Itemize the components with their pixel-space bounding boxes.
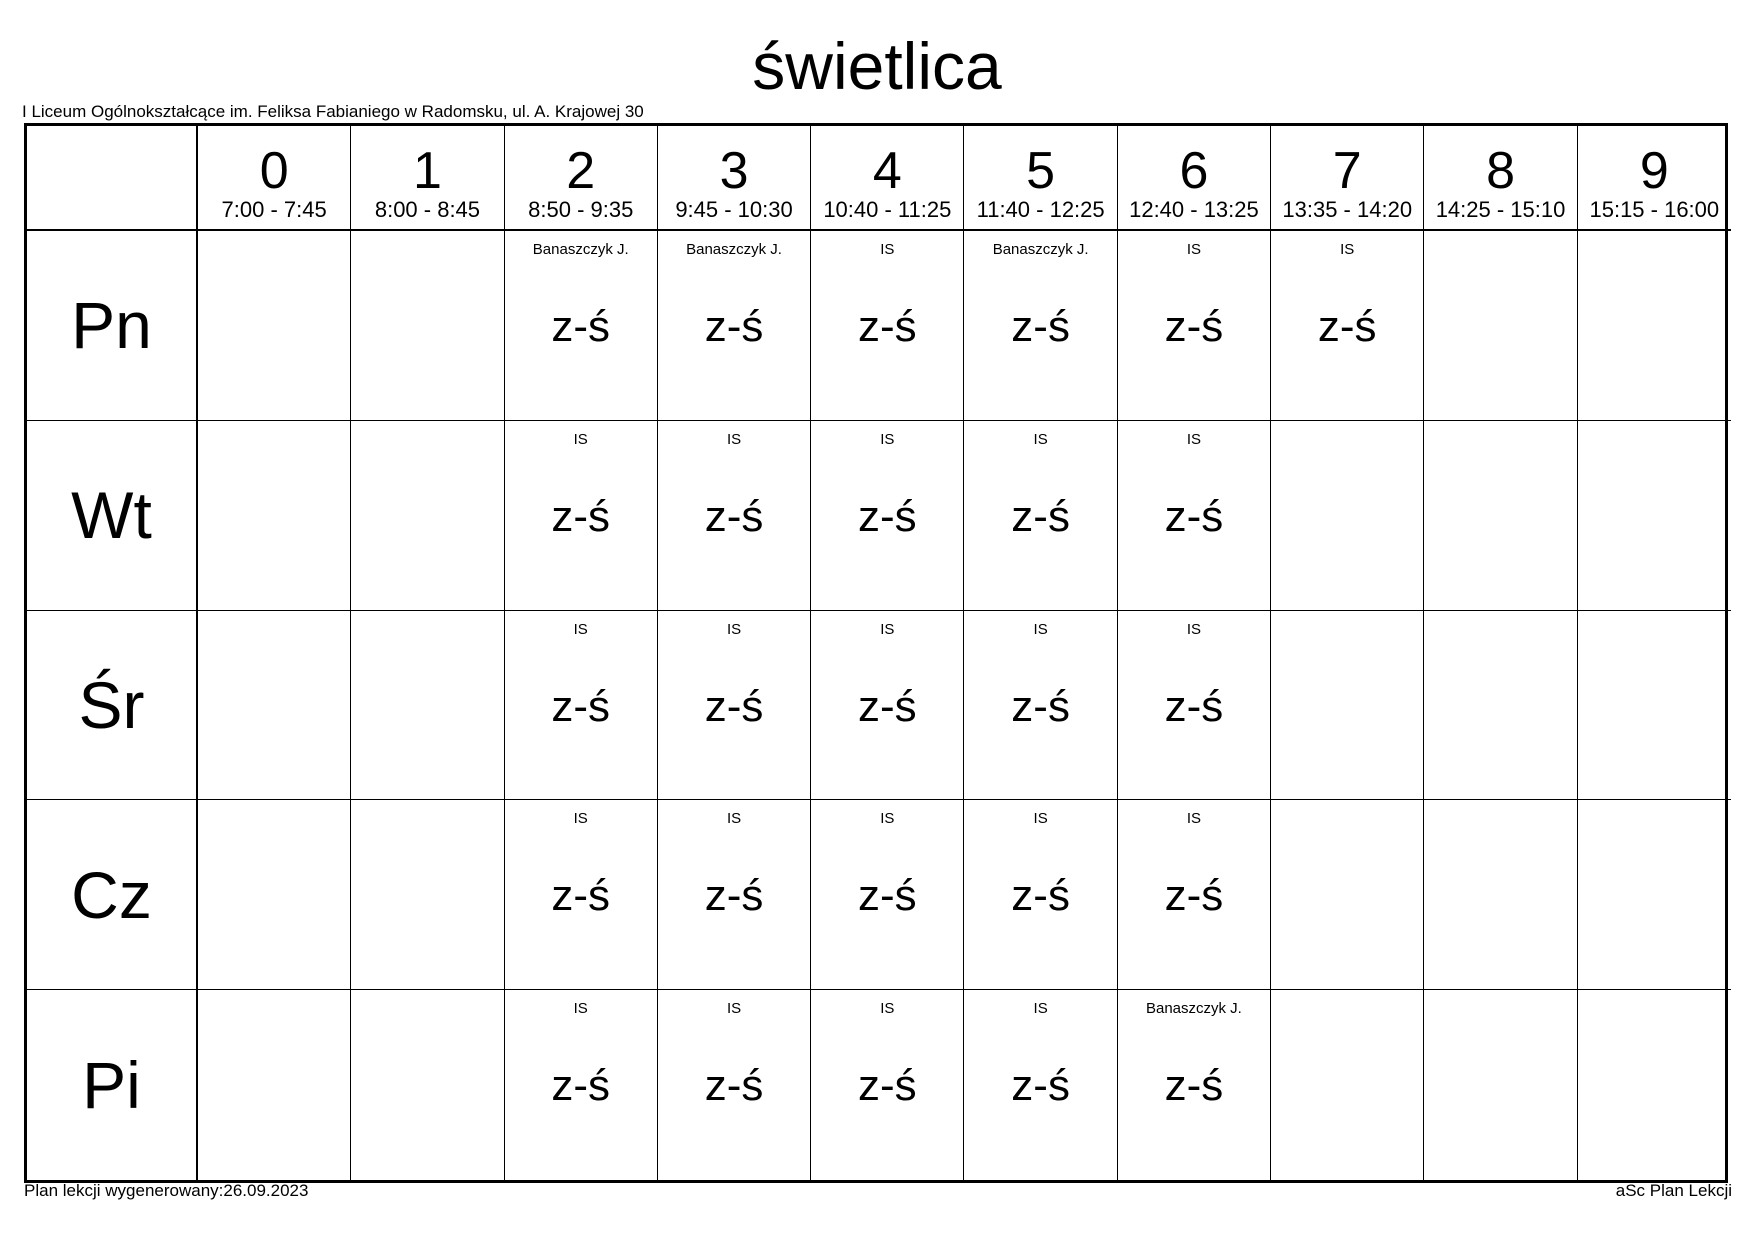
subject-label: z-ś bbox=[704, 302, 764, 351]
day-cell-pi bbox=[27, 990, 198, 1180]
period-number: 3 bbox=[719, 142, 749, 200]
lesson-cell bbox=[658, 231, 811, 421]
empty-cell bbox=[198, 611, 351, 801]
timetable-grid bbox=[24, 123, 1728, 1183]
lesson-cell bbox=[811, 231, 964, 421]
period-header-8 bbox=[1424, 126, 1577, 231]
lesson-cell bbox=[658, 990, 811, 1180]
subject-label: z-ś bbox=[858, 681, 917, 731]
empty-cell bbox=[198, 990, 351, 1180]
subject-label: z-ś bbox=[1164, 491, 1224, 541]
teacher-label: Banaszczyk J. bbox=[532, 241, 629, 258]
period-header-0 bbox=[198, 126, 351, 231]
period-time: 7:00 - 7:45 bbox=[221, 197, 327, 222]
lesson-cell bbox=[658, 611, 811, 801]
subject-label: z-ś bbox=[704, 491, 764, 541]
period-number: 5 bbox=[1026, 142, 1056, 200]
empty-cell bbox=[351, 421, 504, 611]
lesson-cell bbox=[505, 611, 658, 801]
teacher-label: Banaszczyk J. bbox=[686, 241, 782, 258]
empty-cell bbox=[198, 421, 351, 611]
day-label: Cz bbox=[71, 857, 152, 932]
lesson-cell bbox=[1118, 990, 1271, 1180]
empty-cell bbox=[1578, 800, 1731, 990]
subject-label: z-ś bbox=[1011, 681, 1070, 731]
subject-label: z-ś bbox=[858, 491, 917, 541]
subject-label: z-ś bbox=[1011, 302, 1070, 351]
empty-cell bbox=[1271, 611, 1424, 801]
teacher-label: IS bbox=[1033, 1000, 1048, 1018]
teacher-label: IS bbox=[726, 430, 742, 448]
subject-label: z-ś bbox=[1164, 681, 1224, 731]
empty-cell bbox=[1424, 611, 1577, 801]
period-time: 15:15 - 16:00 bbox=[1589, 197, 1720, 222]
empty-cell bbox=[1424, 231, 1577, 421]
empty-cell bbox=[351, 800, 504, 990]
period-time: 13:35 - 14:20 bbox=[1282, 197, 1413, 222]
subject-label: z-ś bbox=[1011, 871, 1070, 921]
lesson-cell bbox=[964, 611, 1117, 801]
period-time: 12:40 - 13:25 bbox=[1129, 197, 1259, 222]
subject-label: z-ś bbox=[858, 302, 917, 351]
subject-label: z-ś bbox=[551, 871, 611, 921]
subject-label: z-ś bbox=[1011, 1061, 1070, 1111]
teacher-label: IS bbox=[880, 620, 895, 638]
day-label: Pn bbox=[71, 288, 152, 363]
teacher-label: IS bbox=[1033, 620, 1048, 638]
lesson-cell bbox=[811, 800, 964, 990]
subject-label: z-ś bbox=[1011, 491, 1070, 541]
empty-cell bbox=[1271, 800, 1424, 990]
empty-cell bbox=[198, 800, 351, 990]
lesson-cell bbox=[1118, 421, 1271, 611]
period-number: 9 bbox=[1639, 142, 1669, 200]
empty-cell bbox=[1424, 800, 1577, 990]
period-header-6 bbox=[1118, 126, 1271, 231]
period-number: 2 bbox=[566, 142, 596, 200]
teacher-label: IS bbox=[1340, 241, 1355, 258]
lesson-cell bbox=[505, 231, 658, 421]
day-cell-cz bbox=[27, 800, 198, 990]
lesson-cell bbox=[505, 421, 658, 611]
lesson-cell bbox=[811, 990, 964, 1180]
lesson-cell bbox=[658, 421, 811, 611]
empty-cell bbox=[1424, 421, 1577, 611]
teacher-label: IS bbox=[880, 1000, 895, 1018]
lesson-cell bbox=[1271, 231, 1424, 421]
teacher-label: IS bbox=[726, 620, 742, 638]
teacher-label: IS bbox=[1033, 810, 1048, 828]
empty-cell bbox=[351, 990, 504, 1180]
period-number: 7 bbox=[1332, 142, 1362, 200]
teacher-label: Banaszczyk J. bbox=[992, 241, 1089, 258]
period-number: 4 bbox=[872, 142, 902, 200]
lesson-cell bbox=[811, 611, 964, 801]
empty-cell bbox=[1424, 990, 1577, 1180]
period-number: 6 bbox=[1179, 142, 1209, 200]
empty-cell bbox=[351, 611, 504, 801]
subject-label: z-ś bbox=[858, 871, 917, 921]
teacher-label: IS bbox=[1186, 241, 1202, 258]
subject-label: z-ś bbox=[858, 1061, 917, 1111]
period-number: 0 bbox=[259, 142, 289, 200]
subject-label: z-ś bbox=[551, 681, 611, 731]
empty-cell bbox=[351, 231, 504, 421]
lesson-cell bbox=[964, 800, 1117, 990]
teacher-label: IS bbox=[726, 1000, 742, 1018]
empty-cell bbox=[1271, 990, 1424, 1180]
teacher-label: IS bbox=[573, 1000, 588, 1018]
period-header-7 bbox=[1271, 126, 1424, 231]
teacher-label: IS bbox=[880, 241, 895, 258]
empty-cell bbox=[1271, 421, 1424, 611]
lesson-cell bbox=[1118, 800, 1271, 990]
subject-label: z-ś bbox=[704, 681, 764, 731]
period-header-9 bbox=[1578, 126, 1731, 231]
brand-label: aSc Plan Lekcji bbox=[1615, 1181, 1732, 1200]
subject-label: z-ś bbox=[704, 1061, 764, 1111]
teacher-label: IS bbox=[1033, 430, 1048, 448]
lesson-cell bbox=[1118, 611, 1271, 801]
page-title: świetlica bbox=[752, 29, 1002, 103]
teacher-label: IS bbox=[573, 810, 588, 828]
teacher-label: IS bbox=[1186, 620, 1202, 638]
subject-label: z-ś bbox=[704, 871, 764, 921]
school-name: I Liceum Ogólnokształcące im. Feliksa Fabianiego w Radomsku, ul. A. Krajowej 30 bbox=[22, 102, 644, 121]
lesson-cell bbox=[505, 800, 658, 990]
lesson-cell bbox=[505, 990, 658, 1180]
empty-cell bbox=[1578, 421, 1731, 611]
period-time: 14:25 - 15:10 bbox=[1435, 197, 1566, 222]
teacher-label: IS bbox=[573, 620, 588, 638]
period-header-2 bbox=[505, 126, 658, 231]
subject-label: z-ś bbox=[551, 1061, 611, 1111]
day-label: Wt bbox=[71, 478, 152, 553]
subject-label: z-ś bbox=[1164, 302, 1224, 351]
empty-cell bbox=[1578, 990, 1731, 1180]
empty-cell bbox=[198, 231, 351, 421]
teacher-label: IS bbox=[573, 430, 588, 448]
period-time: 8:00 - 8:45 bbox=[374, 197, 481, 222]
lesson-cell bbox=[964, 421, 1117, 611]
period-number: 8 bbox=[1486, 142, 1515, 200]
subject-label: z-ś bbox=[551, 302, 611, 351]
lesson-cell bbox=[658, 800, 811, 990]
subject-label: z-ś bbox=[1317, 302, 1377, 351]
lesson-cell bbox=[1118, 231, 1271, 421]
corner-cell bbox=[27, 126, 198, 231]
day-cell-pn bbox=[27, 231, 198, 421]
generated-date: Plan lekcji wygenerowany:26.09.2023 bbox=[24, 1181, 309, 1200]
period-header-1 bbox=[351, 126, 504, 231]
teacher-label: Banaszczyk J. bbox=[1145, 1000, 1242, 1018]
period-number: 1 bbox=[412, 142, 442, 200]
subject-label: z-ś bbox=[551, 491, 611, 541]
teacher-label: IS bbox=[1186, 430, 1202, 448]
day-label: Śr bbox=[78, 667, 145, 742]
teacher-label: IS bbox=[726, 810, 742, 828]
day-cell-śr bbox=[27, 611, 198, 801]
period-header-3 bbox=[658, 126, 811, 231]
lesson-cell bbox=[964, 990, 1117, 1180]
period-time: 10:40 - 11:25 bbox=[823, 197, 952, 222]
empty-cell bbox=[1578, 231, 1731, 421]
teacher-label: IS bbox=[1186, 810, 1202, 828]
empty-cell bbox=[1578, 611, 1731, 801]
period-time: 9:45 - 10:30 bbox=[675, 197, 793, 222]
teacher-label: IS bbox=[880, 430, 895, 448]
lesson-cell bbox=[811, 421, 964, 611]
lesson-cell bbox=[964, 231, 1117, 421]
subject-label: z-ś bbox=[1164, 871, 1224, 921]
teacher-label: IS bbox=[880, 810, 895, 828]
period-time: 11:40 - 12:25 bbox=[976, 197, 1105, 222]
period-header-4 bbox=[811, 126, 964, 231]
period-header-5 bbox=[964, 126, 1117, 231]
subject-label: z-ś bbox=[1164, 1061, 1224, 1111]
day-cell-wt bbox=[27, 421, 198, 611]
day-label: Pi bbox=[82, 1048, 141, 1123]
period-time: 8:50 - 9:35 bbox=[528, 197, 634, 222]
